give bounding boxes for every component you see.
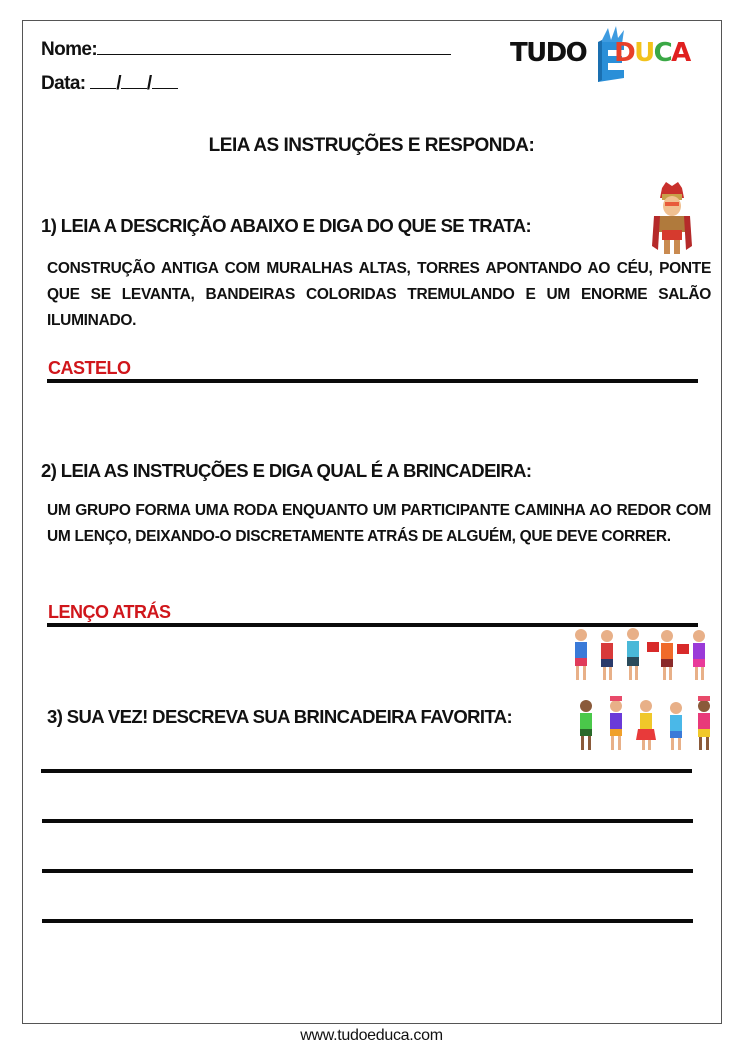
answer-line-1[interactable] <box>41 769 692 773</box>
logo-a: A <box>671 38 690 68</box>
answer-line-3[interactable] <box>42 869 693 873</box>
question-2-description: UM GRUPO FORMA UMA RODA ENQUANTO UM PARTICIPANTE CAMINHA AO REDOR COM UM LENÇO, DEIXANDO-O DISCRETAMENTE ATRÁS DE ALGUÉM, QUE DEVE CORRER. <box>47 502 711 545</box>
knight-warrior-icon <box>648 180 696 258</box>
footer-website: www.tudoeduca.com <box>300 1027 443 1044</box>
name-field[interactable] <box>41 36 451 61</box>
date-label: Data: <box>41 73 86 94</box>
answer-line-2[interactable] <box>42 819 693 823</box>
logo-u: U <box>634 38 654 68</box>
tudoeduca-logo <box>510 26 720 84</box>
question-1-answer[interactable]: CASTELO <box>48 358 131 378</box>
date-day-blank[interactable] <box>90 70 116 89</box>
question-2-heading: 2) LEIA AS INSTRUÇÕES E DIGA QUAL É A BRINCADEIRA: <box>41 460 532 481</box>
page-title: LEIA AS INSTRUÇÕES E RESPONDA: <box>208 135 535 156</box>
logo-tudo: TUDO <box>510 38 587 68</box>
name-blank-line[interactable] <box>97 36 451 55</box>
logo-wordmark <box>510 38 690 68</box>
logo-c: C <box>653 38 672 68</box>
answer-line-4[interactable] <box>42 919 693 923</box>
question-2-answer[interactable]: LENÇO ATRÁS <box>48 602 171 622</box>
date-separator: / <box>116 73 121 94</box>
date-separator: / <box>146 73 152 94</box>
date-year-blank[interactable] <box>152 70 178 89</box>
question-1-description: CONSTRUÇÃO ANTIGA COM MURALHAS ALTAS, TORRES APONTANDO AO CÉU, PONTE QUE SE LEVANTA, BANDEIRAS COLORIDAS TREMULANDO E UM ENORME SALÃO ILUMINADO. <box>47 260 711 329</box>
question-3-heading: 3) SUA VEZ! DESCREVA SUA BRINCADEIRA FAVORITA: <box>47 706 513 727</box>
question-1-answer-line <box>47 379 698 383</box>
children-celebrating-icon <box>570 694 714 754</box>
date-month-blank[interactable] <box>121 70 147 89</box>
children-playing-icon <box>567 626 711 684</box>
name-label: Nome: <box>41 39 98 60</box>
question-1-heading: 1) LEIA A DESCRIÇÃO ABAIXO E DIGA DO QUE SE TRATA: <box>41 215 532 236</box>
logo-d: D <box>614 38 635 68</box>
date-field[interactable] <box>41 70 178 95</box>
